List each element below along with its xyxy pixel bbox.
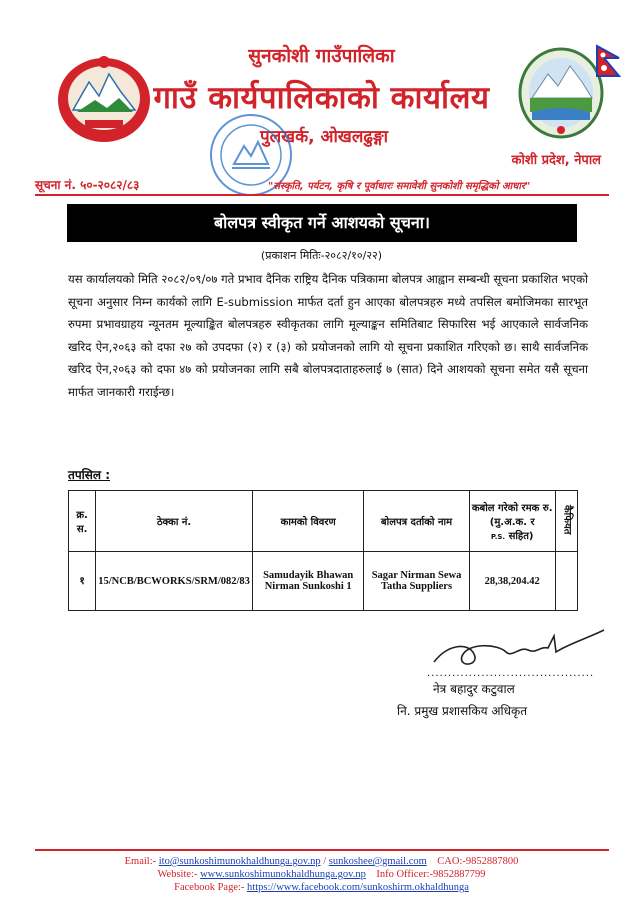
signatory-title: नि. प्रमुख प्रशासकिय अधिकृत [397, 704, 528, 718]
notice-body: यस कार्यालयको मिति २०८२/०९/०७ गते प्रभाव दैनिक राष्ट्रिय दैनिक पत्रिकामा बोलपत्र आह्वान सम्बन्धी सूचना प्रकाशित भएको सूचना अनुसार निम्न कार्यको लागि E-submission मार्फत दर्ता हुन आएका बोलपत्रहरु मध्ये तपसिल बमोजिमका सारभूत रुपमा प्रभावग्राहय न्यूनतम मूल्याङ्कित बोलपत्रहरु स्वीकृतका लागि मूल्याङ्कन समितिबाट सिफारिस भई आएकाले सार्वजनिक खरिद ऐन,२०६३ को दफा २७ को उपदफा (२) र (३) को प्रयोजनको लागि यो सूचना प्रकाशित गरिएको छ। साथै सार्वजनिक खरिद ऐन,२०६३ को दफा ४७ को प्रयोजनका लागि सबै बोलपत्रदाताहरुलाई ७ (सात) दिने आशयको सूचना समेत यसै सूचना मार्फत जानकारी गराईन्छ। [68, 272, 589, 399]
footer-email-line [0, 856, 643, 867]
header-remarks-label: कैफियत [561, 504, 573, 535]
email-label: Email:- [124, 856, 157, 867]
website-link[interactable]: www.sunkoshimunokhaldhunga.gov.np [200, 869, 366, 880]
email-link-gmail[interactable]: sunkoshee@gmail.com [328, 856, 427, 867]
email-link-ito[interactable]: ito@sunkoshimunokhaldhunga.gov.np [158, 856, 321, 867]
cao-phone: CAO:-9852887800 [437, 856, 519, 867]
info-officer-phone: Info Officer:-9852887799 [376, 869, 486, 880]
notice-title: बोलपत्र स्वीकृत गर्ने आशयको सूचना। [67, 204, 577, 242]
notice-number [35, 176, 139, 193]
cell-bidder: Sagar Nirman Sewa Tatha Suppliers [364, 552, 469, 611]
office-location: पुलखर्क, ओखलढुङ्गा [260, 127, 389, 147]
nepal-emblem-icon [55, 52, 153, 144]
cell-remarks [555, 552, 577, 611]
header-sn: क्र. स. [69, 491, 96, 552]
footer-website-line [0, 869, 643, 880]
cell-sn: १ [69, 552, 96, 611]
website-label: Website:- [157, 869, 198, 880]
header-contract-no: ठेक्का नं. [96, 491, 253, 552]
publication-date: (प्रकाशन मितिः-२०८२/१०/२२) [260, 249, 383, 262]
email-separator: / [323, 856, 327, 867]
header-amount-line1: कबोल गरेको रमक रु. (मु.अ.क. र [471, 503, 553, 528]
motto: "संस्कृति, पर्यटन, कृषि र पूर्वाधारः समावेशी सुनकोशी समृद्धिको आधार" [268, 181, 531, 192]
table-header-row [69, 491, 578, 552]
header-divider [35, 194, 609, 196]
footer-divider [35, 849, 609, 851]
office-name: गाउँ कार्यपालिकाको कार्यालय [153, 80, 490, 116]
municipality-logo-icon [518, 46, 604, 140]
header-amount-ps: P.S. [490, 533, 506, 541]
signatory-name: नेत्र बहादुर कटुवाल [433, 682, 515, 696]
footer-facebook-line [0, 882, 643, 893]
cell-amount: 28,38,204.42 [469, 552, 555, 611]
province-label: कोशी प्रदेश, नेपाल [511, 153, 601, 168]
municipality-name: सुनकोशी गाउँपालिका [248, 45, 395, 67]
header-amount [469, 491, 555, 552]
signature-icon [428, 624, 608, 674]
notice-number-value: ५०-२०८२/८३ [80, 178, 140, 192]
details-heading: तपसिल : [68, 468, 110, 482]
cell-contract-no: 15/NCB/BCWORKS/SRM/082/83 [96, 552, 253, 611]
header-amount-line2: सहित) [508, 531, 534, 542]
bid-table [68, 490, 578, 611]
facebook-label: Facebook Page:- [174, 882, 245, 893]
facebook-link[interactable]: https://www.facebook.com/sunkoshirm.okhaldhunga [247, 882, 469, 893]
header-description: कामको विवरण [252, 491, 364, 552]
nepal-flag-icon [595, 44, 623, 78]
table-row [69, 552, 578, 611]
notice-number-label: सूचना नं. [35, 178, 76, 192]
header-remarks [555, 491, 577, 552]
cell-description: Samudayik Bhawan Nirman Sunkoshi 1 [252, 552, 364, 611]
signature-line: ........................................ [427, 668, 595, 679]
header-bidder: बोलपत्र दर्ताको नाम [364, 491, 469, 552]
